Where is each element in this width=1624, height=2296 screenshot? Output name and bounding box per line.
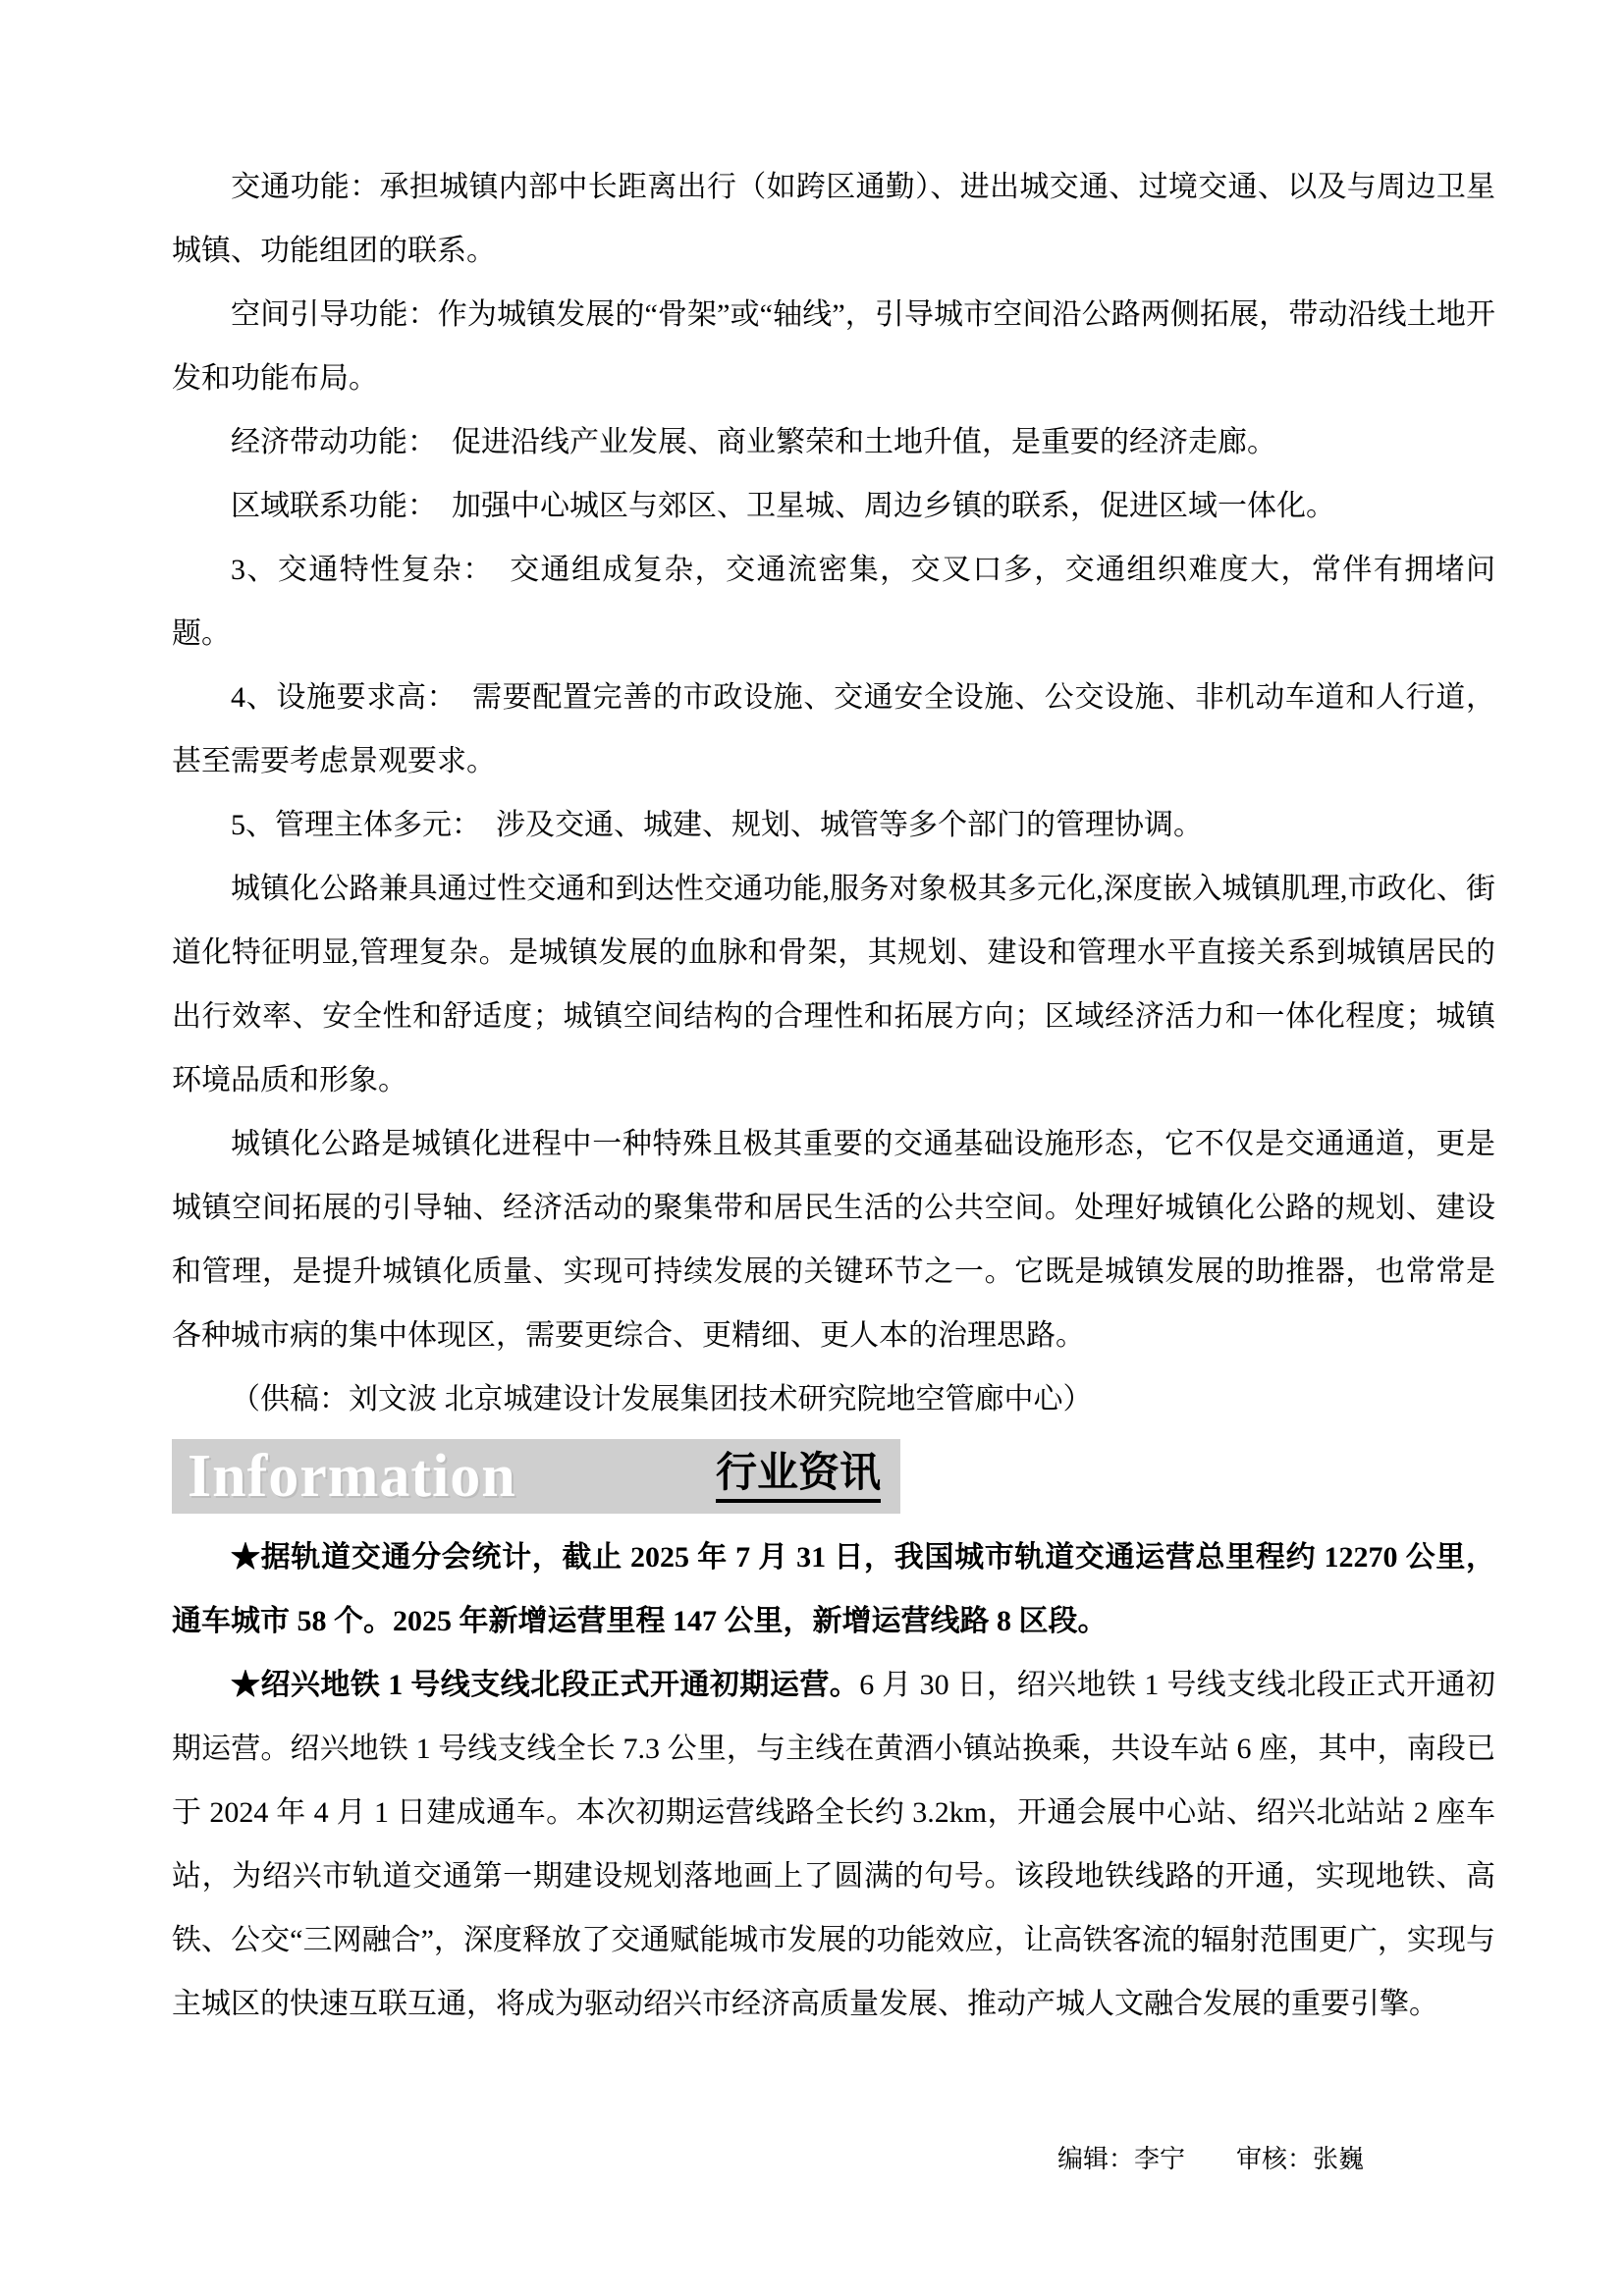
reviewer-credit: 审核：张巍 <box>1236 2145 1365 2173</box>
paragraph-economic-function: 经济带动功能： 促进沿线产业发展、商业繁荣和土地升值，是重要的经济走廊。 <box>231 426 1276 458</box>
paragraph-summary-2: 城镇化公路是城镇化进程中一种特殊且极其重要的交通基础设施形态，它不仅是交通通道，更是城镇空间拓展的引导轴、经济活动的聚集带和居民生活的公共空间。处理好城镇化公路的规划、建设和管理，是提升城镇化质量、实现可持续发展的关键环节之一。它既是城镇发展的助推器，也常常是各种城市病的集中体现区，需要更综合、更精细、更人本的治理思路。 <box>172 1128 1495 1352</box>
paragraph-contributor-credit: （供稿：刘文波 北京城建设计发展集团技术研究院地空管廊中心） <box>231 1383 1093 1415</box>
news-item-shaoxing-metro-body: 6 月 30 日，绍兴地铁 1 号线支线北段正式开通初期运营。绍兴地铁 1 号线支线全长 7.3 公里，与主线在黄酒小镇站换乘，共设车站 6 座，其中，南段已于 2024 年 4 月 1 日建成通车。本次初期运营线路全长约 3.2km，开通会展中心站、绍兴北站站 2 座车站，为绍兴市轨道交通第一期建设规划落地画上了圆满的句号。该段地铁线路的开通，实现地铁、高铁、公交“三网融合”，深度释放了交通赋能城市发展的功能效应，让高铁客流的辐射范围更广，实现与主城区的快速互联互通，将成为驱动绍兴市经济高质量发展、推动产城人文融合发展的重要引擎。 <box>172 1669 1495 2020</box>
paragraph-item-4: 4、设施要求高： 需要配置完善的市政设施、交通安全设施、公交设施、非机动车道和人行道，甚至需要考虑景观要求。 <box>172 681 1495 777</box>
paragraph-summary-1: 城镇化公路兼具通过性交通和到达性交通功能,服务对象极其多元化,深度嵌入城镇肌理,市政化、街道化特征明显,管理复杂。是城镇发展的血脉和骨架，其规划、建设和管理水平直接关系到城镇居民的出行效率、安全性和舒适度；城镇空间结构的合理性和拓展方向；区域经济活力和一体化程度；城镇环境品质和形象。 <box>172 873 1495 1096</box>
page-footer <box>1057 2143 1364 2176</box>
paragraph-item-3: 3、交通特性复杂： 交通组成复杂，交通流密集，交叉口多，交通组织难度大，常伴有拥堵问题。 <box>172 554 1495 650</box>
news-item-rail-statistics: ★据轨道交通分会统计，截止 2025 年 7 月 31 日，我国城市轨道交通运营总里程约 12270 公里，通车城市 58 个。2025 年新增运营里程 147 公里，新增运营线路 8 区段。 <box>172 1541 1495 1637</box>
section-banner <box>172 1439 900 1514</box>
news-item-shaoxing-metro <box>172 1653 1495 2036</box>
paragraph-space-guide-function: 空间引导功能：作为城镇发展的“骨架”或“轴线”，引导城市空间沿公路两侧拓展，带动沿线土地开发和功能布局。 <box>172 298 1495 395</box>
banner-title-chinese: 行业资讯 <box>716 1451 881 1503</box>
paragraph-regional-function: 区域联系功能： 加强中心城区与郊区、卫星城、周边乡镇的联系，促进区域一体化。 <box>231 490 1335 522</box>
banner-title-english: Information <box>188 1443 516 1510</box>
editor-credit: 编辑：李宁 <box>1057 2145 1186 2173</box>
paragraph-item-5: 5、管理主体多元： 涉及交通、城建、规划、城管等多个部门的管理协调。 <box>231 809 1203 841</box>
paragraph-traffic-function: 交通功能：承担城镇内部中长距离出行（如跨区通勤）、进出城交通、过境交通、以及与周边卫星城镇、功能组团的联系。 <box>172 171 1495 267</box>
page-content <box>172 155 1495 2036</box>
news-item-shaoxing-metro-lead: ★绍兴地铁 1 号线支线北段正式开通初期运营。 <box>231 1669 860 1701</box>
